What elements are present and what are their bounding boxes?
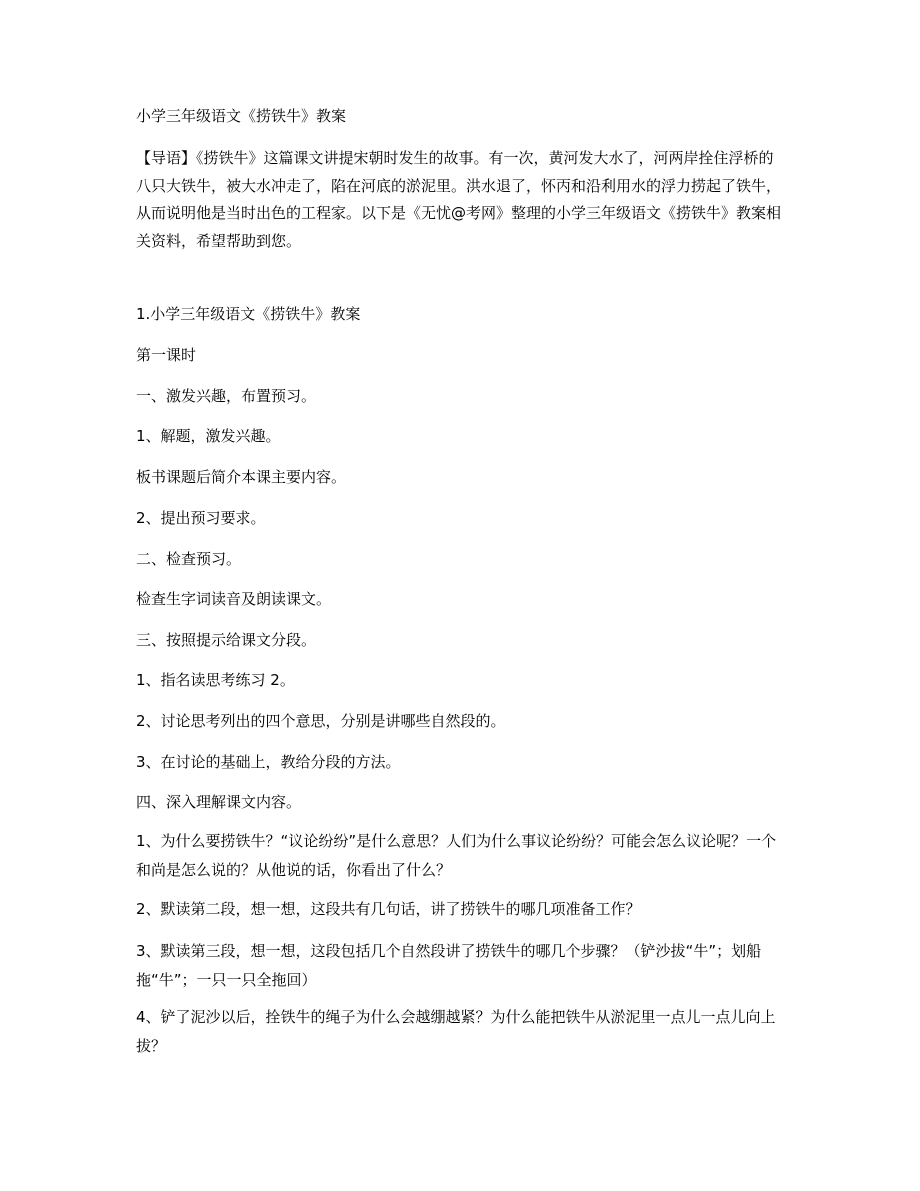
- lesson-period: 第一课时: [136, 346, 197, 364]
- question-item: 3、默读第三段，想一想，这段包括几个自然段讲了捞铁牛的哪几个步骤？（铲沙拔“牛”；划船拖“牛”；一只一只全拖回）: [136, 942, 762, 989]
- list-item: 3、在讨论的基础上，教给分段的方法。: [136, 753, 401, 771]
- question-item: 2、默读第二段，想一想，这段共有几句话，讲了捞铁牛的哪几项准备工作？: [136, 900, 641, 918]
- step-heading-1: 一、激发兴趣，布置预习。: [136, 387, 317, 405]
- list-item: 2、提出预习要求。: [136, 509, 266, 527]
- step-heading-3: 三、按照提示给课文分段。: [136, 631, 317, 649]
- list-item: 1、解题，激发兴趣。: [136, 427, 281, 445]
- list-item: 检查生字词读音及朗读课文。: [136, 590, 332, 608]
- list-item: 2、讨论思考列出的四个意思，分别是讲哪些自然段的。: [136, 712, 506, 730]
- step-heading-2: 二、检查预习。: [136, 550, 242, 568]
- list-item: 1、指名读思考练习 2。: [136, 671, 295, 689]
- section-heading: 1.小学三年级语文《捞铁牛》教案: [136, 305, 361, 323]
- question-item: 4、铲了泥沙以后，拴铁牛的绳子为什么会越绷越紧？为什么能把铁牛从淤泥里一点儿一点儿向上拔？: [136, 1008, 776, 1055]
- question-item: 1、为什么要捞铁牛？“议论纷纷”是什么意思？人们为什么事议论纷纷？可能会怎么议论呢？一个和尚是怎么说的？从他说的话，你看出了什么？: [136, 832, 777, 879]
- list-item: 板书课题后简介本课主要内容。: [136, 468, 347, 486]
- step-heading-4: 四、深入理解课文内容。: [136, 793, 302, 811]
- document-title: 小学三年级语文《捞铁牛》教案: [136, 107, 347, 125]
- intro-paragraph: 【导语】《捞铁牛》这篇课文讲提宋朝时发生的故事。有一次，黄河发大水了，河两岸拴住浮桥的八只大铁牛，被大水冲走了，陷在河底的淤泥里。洪水退了，怀丙和沿利用水的浮力捞起了铁牛，从而说明他是当时出色的工程家。以下是《无忧@考网》整理的小学三年级语文《捞铁牛》教案相关资料，希望帮助到您。: [136, 149, 782, 250]
